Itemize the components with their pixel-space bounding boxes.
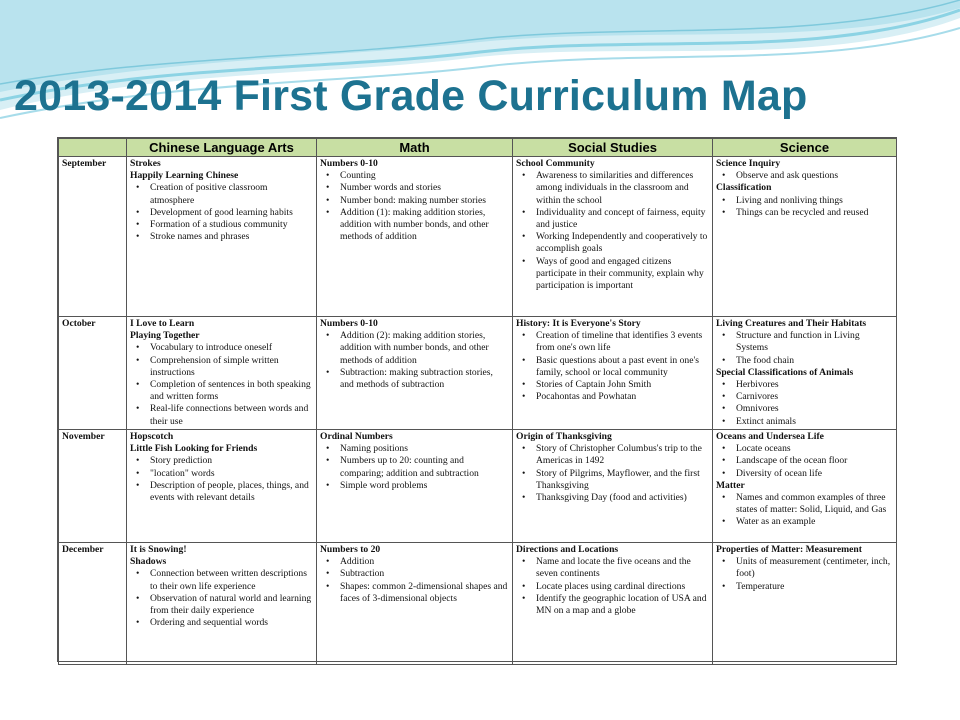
unit-heading: Living Creatures and Their Habitats xyxy=(716,318,867,329)
bullet-item: • Carnivores xyxy=(736,391,893,403)
unit-heading: Origin of Thanksgiving xyxy=(516,431,612,442)
cell-social-studies xyxy=(513,543,713,665)
unit-heading: I Love to Learn xyxy=(130,318,195,329)
bullet-item: • Observe and ask questions xyxy=(736,170,893,182)
header-science: Science xyxy=(713,139,897,157)
bullet-list xyxy=(320,556,509,605)
cell-chinese-language-arts xyxy=(127,430,317,543)
bullet-item: • Numbers up to 20: counting and comparing; addition and subtraction xyxy=(340,455,509,479)
bullet-item: • Locate places using cardinal directions xyxy=(536,581,709,593)
bullet-item: • Awareness to similarities and differences among individuals in the classroom and within the school xyxy=(536,170,709,207)
bullet-item: • Connection between written descriptions to their own life experience xyxy=(150,568,313,592)
table-row xyxy=(59,317,897,430)
table-row xyxy=(59,157,897,317)
slide-title: 2013-2014 First Grade Curriculum Map xyxy=(14,72,808,120)
bullet-item: • Shapes: common 2-dimensional shapes and faces of 3-dimensional objects xyxy=(340,581,509,605)
unit-heading: Numbers to 20 xyxy=(320,544,381,555)
cell-science xyxy=(713,157,897,317)
bullet-item: • Naming positions xyxy=(340,443,509,455)
bullet-list xyxy=(716,443,893,480)
header-month xyxy=(59,139,127,157)
bullet-list xyxy=(130,342,313,427)
bullet-item: • Identify the geographic location of USA and MN on a map and a globe xyxy=(536,593,709,617)
bullet-item: • The food chain xyxy=(736,355,893,367)
bullet-item: • Formation of a studious community xyxy=(150,219,313,231)
cell-social-studies xyxy=(513,317,713,430)
bullet-item: • Basic questions about a past event in one's family, school or local community xyxy=(536,355,709,379)
bullet-item: • Things can be recycled and reused xyxy=(736,207,893,219)
bullet-item: • Story of Pilgrims, Mayflower, and the first Thanksgiving xyxy=(536,468,709,492)
month-label: October xyxy=(59,317,127,430)
cell-math xyxy=(317,543,513,665)
bullet-item: • Ordering and sequential words xyxy=(150,617,313,629)
header-social-studies: Social Studies xyxy=(513,139,713,157)
unit-heading: Properties of Matter: Measurement xyxy=(716,544,862,555)
unit-heading: Little Fish Looking for Friends xyxy=(130,443,258,455)
bullet-item: • Stroke names and phrases xyxy=(150,231,313,243)
bullet-item: • Stories of Captain John Smith xyxy=(536,379,709,391)
cell-math xyxy=(317,157,513,317)
unit-heading: History: It is Everyone's Story xyxy=(516,318,641,329)
cell-social-studies xyxy=(513,157,713,317)
bullet-item: • Living and nonliving things xyxy=(736,195,893,207)
table-row xyxy=(59,543,897,665)
unit-heading: Numbers 0-10 xyxy=(320,158,378,169)
header-math: Math xyxy=(317,139,513,157)
header-row xyxy=(59,139,897,157)
unit-heading: Classification xyxy=(716,182,772,194)
bullet-item: • Ways of good and engaged citizens participate in their community, explain why participation is important xyxy=(536,256,709,293)
bullet-item: • Vocabulary to introduce oneself xyxy=(150,342,313,354)
bullet-item: • Addition (2): making addition stories, addition with number bonds, and other methods of addition xyxy=(340,330,509,367)
table-row xyxy=(59,430,897,543)
bullet-item: • Development of good learning habits xyxy=(150,207,313,219)
cell-chinese-language-arts xyxy=(127,157,317,317)
bullet-list xyxy=(716,379,893,428)
unit-heading: Shadows xyxy=(130,556,167,568)
bullet-item: • Simple word problems xyxy=(340,480,509,492)
bullet-list xyxy=(130,182,313,243)
bullet-item: • Number words and stories xyxy=(340,182,509,194)
unit-heading: Matter xyxy=(716,479,745,491)
unit-heading: School Community xyxy=(516,158,595,169)
bullet-item: • Individuality and concept of fairness, equity and justice xyxy=(536,207,709,231)
bullet-item: • Omnivores xyxy=(736,403,893,415)
cell-chinese-language-arts xyxy=(127,317,317,430)
bullet-item: • Units of measurement (centimeter, inch, foot) xyxy=(736,556,893,580)
bullet-item: • Names and common examples of three states of matter: Solid, Liquid, and Gas xyxy=(736,492,893,516)
bullet-item: • Subtraction xyxy=(340,568,509,580)
curriculum-table-container xyxy=(57,137,897,662)
bullet-item: • Addition xyxy=(340,556,509,568)
bullet-item: • Name and locate the five oceans and the seven continents xyxy=(536,556,709,580)
bullet-item: • Counting xyxy=(340,170,509,182)
unit-heading: Hopscotch xyxy=(130,431,174,442)
bullet-item: • Herbivores xyxy=(736,379,893,391)
bullet-item: • Pocahontas and Powhatan xyxy=(536,391,709,403)
bullet-item: • Description of people, places, things, and events with relevant details xyxy=(150,480,313,504)
bullet-list xyxy=(130,455,313,504)
bullet-item: • Temperature xyxy=(736,581,893,593)
bullet-item: • Landscape of the ocean floor xyxy=(736,455,893,467)
bullet-list xyxy=(716,492,893,529)
unit-heading: It is Snowing! xyxy=(130,544,187,555)
curriculum-table xyxy=(58,138,897,665)
bullet-item: • Water as an example xyxy=(736,516,893,528)
bullet-list xyxy=(716,170,893,182)
bullet-item: • Creation of timeline that identifies 3 events from one's own life xyxy=(536,330,709,354)
bullet-item: • Real-life connections between words and their use xyxy=(150,403,313,427)
bullet-list xyxy=(320,443,509,492)
month-label: November xyxy=(59,430,127,543)
bullet-item: • Story of Christopher Columbus's trip to the Americas in 1492 xyxy=(536,443,709,467)
bullet-list xyxy=(516,443,709,504)
cell-math xyxy=(317,317,513,430)
bullet-item: • "location" words xyxy=(150,468,313,480)
unit-heading: Science Inquiry xyxy=(716,158,781,169)
cell-chinese-language-arts xyxy=(127,543,317,665)
unit-heading: Playing Together xyxy=(130,330,200,342)
unit-heading: Numbers 0-10 xyxy=(320,318,378,329)
bullet-item: • Comprehension of simple written instructions xyxy=(150,355,313,379)
bullet-item: • Subtraction: making subtraction stories, and methods of subtraction xyxy=(340,367,509,391)
bullet-list xyxy=(516,330,709,403)
bullet-item: • Completion of sentences in both speaking and written forms xyxy=(150,379,313,403)
bullet-item: • Creation of positive classroom atmosphere xyxy=(150,182,313,206)
unit-heading: Happily Learning Chinese xyxy=(130,170,239,182)
bullet-item: • Locate oceans xyxy=(736,443,893,455)
bullet-item: • Extinct animals xyxy=(736,416,893,428)
bullet-list xyxy=(130,568,313,629)
cell-math xyxy=(317,430,513,543)
bullet-list xyxy=(516,170,709,292)
bullet-list xyxy=(320,330,509,391)
header-chinese-language-arts: Chinese Language Arts xyxy=(127,139,317,157)
bullet-list xyxy=(716,556,893,593)
bullet-item: • Addition (1): making addition stories, addition with number bonds, and other methods of addition xyxy=(340,207,509,244)
unit-heading: Ordinal Numbers xyxy=(320,431,393,442)
cell-science xyxy=(713,317,897,430)
bullet-item: • Structure and function in Living Systems xyxy=(736,330,893,354)
month-label: September xyxy=(59,157,127,317)
cell-science xyxy=(713,430,897,543)
bullet-item: • Number bond: making number stories xyxy=(340,195,509,207)
bullet-item: • Working Independently and cooperatively to accomplish goals xyxy=(536,231,709,255)
unit-heading: Oceans and Undersea Life xyxy=(716,431,824,442)
bullet-item: • Diversity of ocean life xyxy=(736,468,893,480)
cell-social-studies xyxy=(513,430,713,543)
bullet-item: • Observation of natural world and learning from their daily experience xyxy=(150,593,313,617)
bullet-list xyxy=(320,170,509,243)
month-label: December xyxy=(59,543,127,665)
bullet-item: • Story prediction xyxy=(150,455,313,467)
bullet-item: • Thanksgiving Day (food and activities) xyxy=(536,492,709,504)
unit-heading: Special Classifications of Animals xyxy=(716,366,854,378)
bullet-list xyxy=(716,195,893,219)
bullet-list xyxy=(716,330,893,367)
bullet-list xyxy=(516,556,709,617)
cell-science xyxy=(713,543,897,665)
unit-heading: Strokes xyxy=(130,158,161,169)
unit-heading: Directions and Locations xyxy=(516,544,619,555)
